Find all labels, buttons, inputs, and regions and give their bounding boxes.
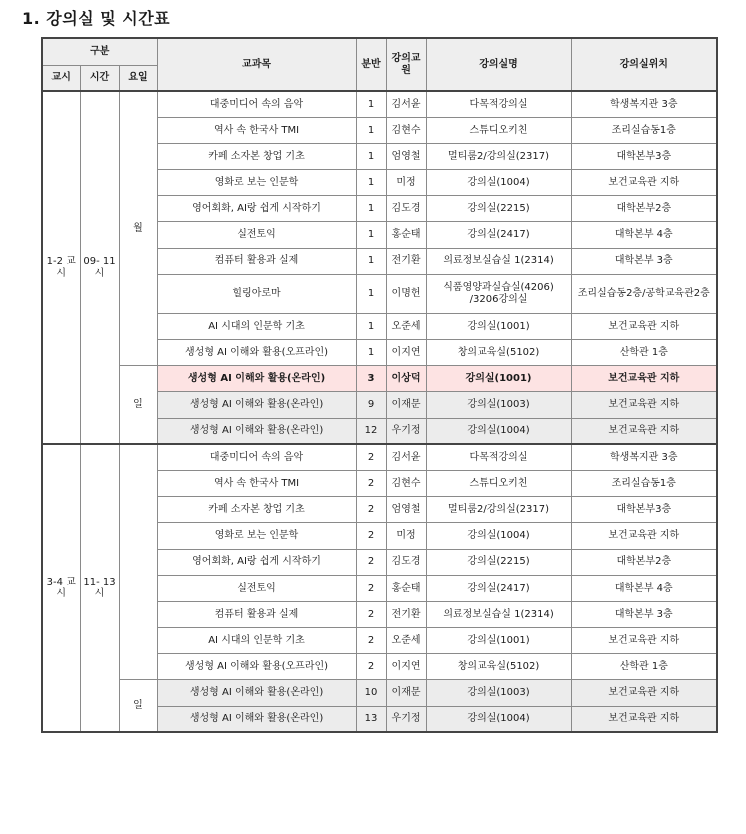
section-cell: 1 bbox=[356, 222, 386, 248]
instructor-cell: 김현수 bbox=[386, 117, 426, 143]
header-instructor: 강의교원 bbox=[386, 38, 426, 91]
section-cell: 1 bbox=[356, 340, 386, 366]
section-cell: 2 bbox=[356, 470, 386, 496]
day-cell: 월 bbox=[119, 91, 157, 366]
section-cell: 2 bbox=[356, 523, 386, 549]
instructor-cell: 이명헌 bbox=[386, 274, 426, 313]
course-cell: 생성형 AI 이해와 활용(온라인) bbox=[157, 366, 356, 392]
time-cell: 09- 11시 bbox=[80, 91, 119, 444]
room-cell: 다목적강의실 bbox=[426, 91, 571, 117]
day-cell: 일 bbox=[119, 680, 157, 732]
location-cell: 보건교육관 지하 bbox=[571, 313, 717, 339]
location-cell: 보건교육관 지하 bbox=[571, 366, 717, 392]
instructor-cell: 이재문 bbox=[386, 392, 426, 418]
course-cell: 실전토익 bbox=[157, 222, 356, 248]
section-cell: 1 bbox=[356, 170, 386, 196]
course-cell: 생성형 AI 이해와 활용(오프라인) bbox=[157, 340, 356, 366]
course-cell: 역사 속 한국사 TMI bbox=[157, 470, 356, 496]
instructor-cell: 홍순태 bbox=[386, 575, 426, 601]
course-cell: 대중미디어 속의 음악 bbox=[157, 444, 356, 470]
instructor-cell: 우기정 bbox=[386, 418, 426, 444]
course-cell: 생성형 AI 이해와 활용(온라인) bbox=[157, 392, 356, 418]
header-room-name: 강의실명 bbox=[426, 38, 571, 91]
room-cell: 스튜디오키친 bbox=[426, 470, 571, 496]
location-cell: 학생복지관 3층 bbox=[571, 444, 717, 470]
table-row bbox=[42, 366, 717, 392]
section-cell: 1 bbox=[356, 117, 386, 143]
time-cell: 11- 13시 bbox=[80, 444, 119, 732]
course-cell: 영어회화, AI랑 쉽게 시작하기 bbox=[157, 196, 356, 222]
location-cell: 대학본부 3층 bbox=[571, 248, 717, 274]
course-cell: 생성형 AI 이해와 활용(온라인) bbox=[157, 706, 356, 732]
location-cell: 조리실습동1층 bbox=[571, 470, 717, 496]
location-cell: 대학본부 4층 bbox=[571, 222, 717, 248]
header-group: 구분 bbox=[42, 38, 157, 65]
room-cell: 강의실(1004) bbox=[426, 170, 571, 196]
table-row bbox=[42, 444, 717, 470]
day-cell bbox=[119, 444, 157, 680]
location-cell: 보건교육관 지하 bbox=[571, 392, 717, 418]
instructor-cell: 김현수 bbox=[386, 470, 426, 496]
instructor-cell: 전기환 bbox=[386, 601, 426, 627]
section-cell: 13 bbox=[356, 706, 386, 732]
section-cell: 9 bbox=[356, 392, 386, 418]
section-cell: 2 bbox=[356, 497, 386, 523]
location-cell: 조리실습동2층/공학교육관2층 bbox=[571, 274, 717, 313]
location-cell: 보건교육관 지하 bbox=[571, 523, 717, 549]
section-cell: 10 bbox=[356, 680, 386, 706]
section-cell: 3 bbox=[356, 366, 386, 392]
room-cell: 강의실(1003) bbox=[426, 680, 571, 706]
instructor-cell: 엄영철 bbox=[386, 143, 426, 169]
location-cell: 보건교육관 지하 bbox=[571, 628, 717, 654]
instructor-cell: 김서윤 bbox=[386, 91, 426, 117]
period-cell: 3-4 교시 bbox=[42, 444, 80, 732]
location-cell: 대학본부3층 bbox=[571, 143, 717, 169]
room-cell: 창의교육실(5102) bbox=[426, 340, 571, 366]
instructor-cell: 미정 bbox=[386, 170, 426, 196]
section-cell: 1 bbox=[356, 274, 386, 313]
header-period: 교시 bbox=[42, 65, 80, 91]
room-cell: 다목적강의실 bbox=[426, 444, 571, 470]
location-cell: 대학본부 3층 bbox=[571, 601, 717, 627]
day-cell: 일 bbox=[119, 366, 157, 445]
room-cell: 멀티룸2/강의실(2317) bbox=[426, 143, 571, 169]
course-cell: 영화로 보는 인문학 bbox=[157, 523, 356, 549]
section-cell: 2 bbox=[356, 444, 386, 470]
section-cell: 12 bbox=[356, 418, 386, 444]
instructor-cell: 전기환 bbox=[386, 248, 426, 274]
timetable bbox=[41, 37, 718, 733]
room-cell: 강의실(2417) bbox=[426, 575, 571, 601]
location-cell: 대학본부2층 bbox=[571, 196, 717, 222]
table-row bbox=[42, 91, 717, 117]
section-cell: 1 bbox=[356, 91, 386, 117]
course-cell: 대중미디어 속의 음악 bbox=[157, 91, 356, 117]
location-cell: 보건교육관 지하 bbox=[571, 170, 717, 196]
header-room-location: 강의실위치 bbox=[571, 38, 717, 91]
course-cell: 영어회화, AI랑 쉽게 시작하기 bbox=[157, 549, 356, 575]
section-cell: 2 bbox=[356, 575, 386, 601]
course-cell: 컴퓨터 활용과 실제 bbox=[157, 248, 356, 274]
section-cell: 2 bbox=[356, 628, 386, 654]
room-cell: 강의실(2417) bbox=[426, 222, 571, 248]
section-cell: 2 bbox=[356, 549, 386, 575]
instructor-cell: 김도경 bbox=[386, 549, 426, 575]
header-course: 교과목 bbox=[157, 38, 356, 91]
header-day: 요일 bbox=[119, 65, 157, 91]
room-cell: 강의실(1001) bbox=[426, 628, 571, 654]
location-cell: 대학본부3층 bbox=[571, 497, 717, 523]
course-cell: 힐링아로마 bbox=[157, 274, 356, 313]
room-cell: 창의교육실(5102) bbox=[426, 654, 571, 680]
header-time: 시간 bbox=[80, 65, 119, 91]
instructor-cell: 우기정 bbox=[386, 706, 426, 732]
location-cell: 산학관 1층 bbox=[571, 340, 717, 366]
room-cell: 강의실(2215) bbox=[426, 196, 571, 222]
course-cell: 카페 소자본 창업 기초 bbox=[157, 497, 356, 523]
course-cell: 역사 속 한국사 TMI bbox=[157, 117, 356, 143]
room-cell: 강의실(1003) bbox=[426, 392, 571, 418]
location-cell: 대학본부 4층 bbox=[571, 575, 717, 601]
instructor-cell: 김도경 bbox=[386, 196, 426, 222]
room-cell: 멀티룸2/강의실(2317) bbox=[426, 497, 571, 523]
timetable-body bbox=[42, 91, 717, 732]
room-cell: 의료정보실습실 1(2314) bbox=[426, 601, 571, 627]
page-title: 1. 강의실 및 시간표 bbox=[22, 9, 171, 28]
instructor-cell: 오준세 bbox=[386, 313, 426, 339]
instructor-cell: 엄영철 bbox=[386, 497, 426, 523]
room-cell: 강의실(1004) bbox=[426, 418, 571, 444]
period-cell: 1-2 교시 bbox=[42, 91, 80, 444]
course-cell: 생성형 AI 이해와 활용(온라인) bbox=[157, 680, 356, 706]
room-cell: 강의실(1004) bbox=[426, 523, 571, 549]
instructor-cell: 오준세 bbox=[386, 628, 426, 654]
course-cell: 실전토익 bbox=[157, 575, 356, 601]
room-cell: 강의실(2215) bbox=[426, 549, 571, 575]
instructor-cell: 이지연 bbox=[386, 340, 426, 366]
course-cell: 생성형 AI 이해와 활용(오프라인) bbox=[157, 654, 356, 680]
section-cell: 1 bbox=[356, 143, 386, 169]
room-cell: 강의실(1004) bbox=[426, 706, 571, 732]
table-row bbox=[42, 680, 717, 706]
header-section: 분반 bbox=[356, 38, 386, 91]
section-cell: 1 bbox=[356, 196, 386, 222]
location-cell: 보건교육관 지하 bbox=[571, 418, 717, 444]
course-cell: 생성형 AI 이해와 활용(온라인) bbox=[157, 418, 356, 444]
course-cell: AI 시대의 인문학 기초 bbox=[157, 313, 356, 339]
instructor-cell: 이상덕 bbox=[386, 366, 426, 392]
location-cell: 보건교육관 지하 bbox=[571, 706, 717, 732]
section-cell: 1 bbox=[356, 313, 386, 339]
course-cell: 카페 소자본 창업 기초 bbox=[157, 143, 356, 169]
room-cell: 식품영양과실습실(4206) /3206강의실 bbox=[426, 274, 571, 313]
room-cell: 강의실(1001) bbox=[426, 366, 571, 392]
instructor-cell: 홍순태 bbox=[386, 222, 426, 248]
instructor-cell: 김서윤 bbox=[386, 444, 426, 470]
location-cell: 산학관 1층 bbox=[571, 654, 717, 680]
room-cell: 스튜디오키친 bbox=[426, 117, 571, 143]
course-cell: 컴퓨터 활용과 실제 bbox=[157, 601, 356, 627]
section-cell: 2 bbox=[356, 654, 386, 680]
room-cell: 강의실(1001) bbox=[426, 313, 571, 339]
location-cell: 학생복지관 3층 bbox=[571, 91, 717, 117]
instructor-cell: 이재문 bbox=[386, 680, 426, 706]
section-cell: 1 bbox=[356, 248, 386, 274]
course-cell: 영화로 보는 인문학 bbox=[157, 170, 356, 196]
instructor-cell: 미정 bbox=[386, 523, 426, 549]
location-cell: 조리실습동1층 bbox=[571, 117, 717, 143]
location-cell: 대학본부2층 bbox=[571, 549, 717, 575]
instructor-cell: 이지연 bbox=[386, 654, 426, 680]
room-cell: 의료정보실습실 1(2314) bbox=[426, 248, 571, 274]
location-cell: 보건교육관 지하 bbox=[571, 680, 717, 706]
course-cell: AI 시대의 인문학 기초 bbox=[157, 628, 356, 654]
section-cell: 2 bbox=[356, 601, 386, 627]
